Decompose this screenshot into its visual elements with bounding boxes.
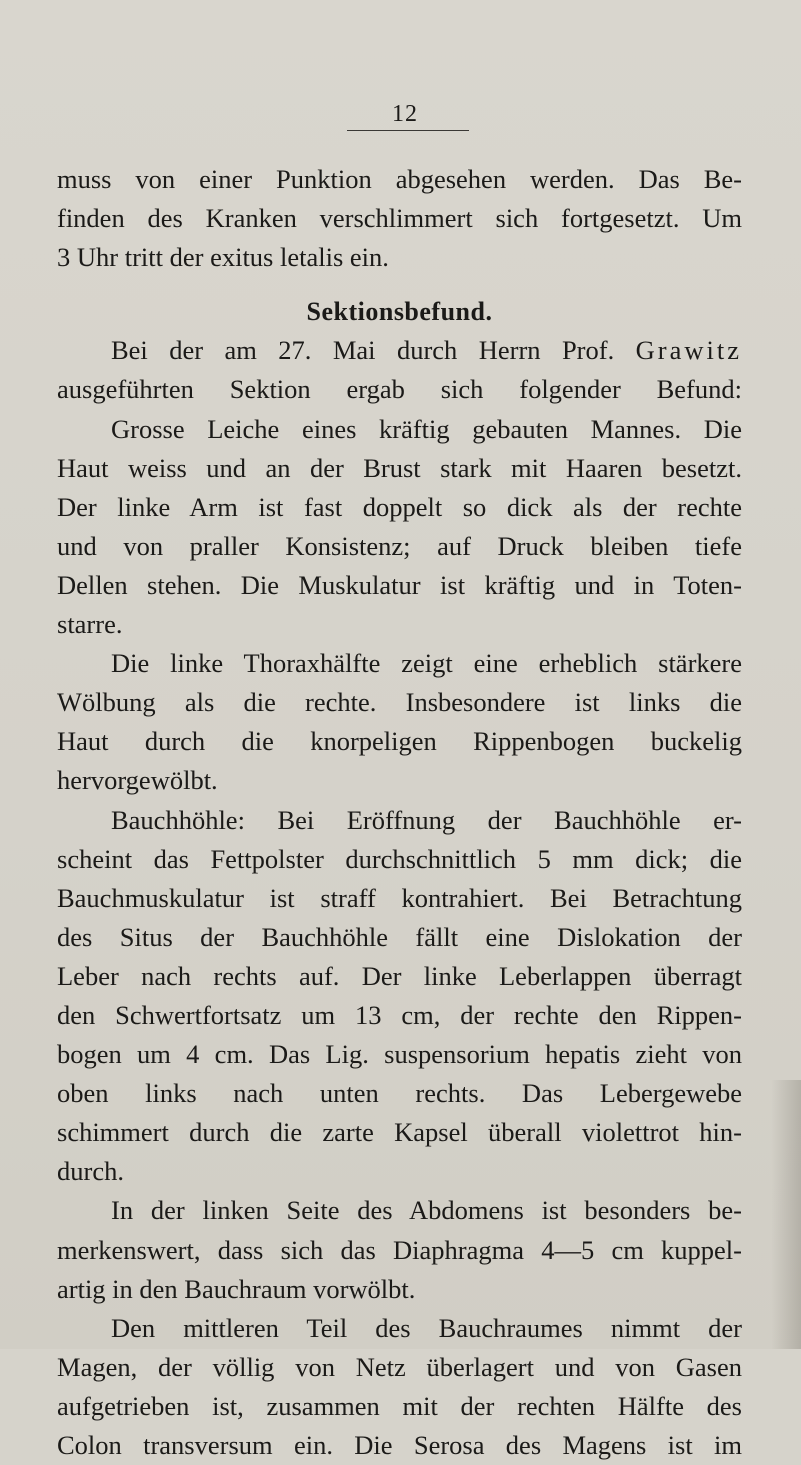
spacer [57, 277, 742, 292]
text-fragment: Bei der am 27. Mai durch Herrn Prof. [111, 335, 636, 366]
text-line: Colon transversum ein. Die Serosa des Magens ist im [57, 1430, 742, 1460]
text-line: finden des Kranken verschlimmert sich fortgesetzt. Um [57, 203, 742, 234]
text-line: starre. [57, 609, 123, 640]
text-line: muss von einer Punktion abgesehen werden. Das Be- [57, 164, 742, 194]
text-line: ausgeführten Sektion ergab sich folgender Befund: [57, 374, 742, 405]
text-line: durch. [57, 1156, 124, 1187]
text-line: Haut durch die knorpeligen Rippenbogen buckelig [57, 726, 742, 757]
author-name: Grawitz [635, 335, 742, 366]
text-line: Leber nach rechts auf. Der linke Leberlappen überragt [57, 960, 742, 991]
text-line: Bauchhöhle: Bei Eröffnung der Bauchhöhle er- [111, 804, 742, 835]
text-line: artig in den Bauchraum vorwölbt. [57, 1273, 416, 1304]
text-line: Die linke Thoraxhälfte zeigt eine erheblich stärkere [111, 648, 742, 679]
page-edge-shadow [771, 1080, 801, 1349]
text-line: Den mittleren Teil des Bauchraumes nimmt der [111, 1312, 742, 1343]
text-line: merkenswert, dass sich das Diaphragma 4—5 cm kuppel- [57, 1234, 742, 1265]
text-line: 3 Uhr tritt der exitus letalis ein. [57, 242, 389, 273]
text-line: oben links nach unten rechts. Das Lebergewebe [57, 1078, 742, 1109]
header-rule [347, 130, 469, 131]
text-line: Wölbung als die rechte. Insbesondere ist links die [57, 687, 742, 718]
text-line: und von praller Konsistenz; auf Druck bleiben tiefe [57, 530, 742, 561]
text-line: In der linken Seite des Abdomens ist besonders be- [111, 1195, 742, 1226]
text-line [57, 331, 742, 370]
text-line: Grosse Leiche eines kräftig gebauten Mannes. Die [111, 413, 742, 444]
text-line: hervorgewölbt. [57, 765, 218, 796]
text-line: Bauchmuskulatur ist straff kontrahiert. Bei Betrachtung [57, 882, 742, 913]
section-heading: Sektionsbefund. [306, 297, 493, 327]
text-line: scheint das Fettpolster durchschnittlich 5 mm dick; die [57, 843, 742, 874]
text-line: bogen um 4 cm. Das Lig. suspensorium hepatis zieht von [57, 1039, 742, 1070]
text-line: Dellen stehen. Die Muskulatur ist kräftig und in Toten- [57, 569, 742, 600]
text-line: schimmert durch die zarte Kapsel überall violettrot hin- [57, 1117, 742, 1148]
text-line: Haut weiss und an der Brust stark mit Haaren besetzt. [57, 452, 742, 483]
page-number: 12 [392, 101, 418, 127]
text-line: Der linke Arm ist fast doppelt so dick als der rechte [57, 491, 742, 522]
body-text [57, 160, 742, 1465]
text-line: Magen, der völlig von Netz überlagert und von Gasen [57, 1351, 742, 1382]
text-line: aufgetrieben ist, zusammen mit der rechten Hälfte des [57, 1390, 742, 1421]
text-line: den Schwertfortsatz um 13 cm, der rechte den Rippen- [57, 999, 742, 1030]
text-line: des Situs der Bauchhöhle fällt eine Dislokation der [57, 921, 742, 952]
